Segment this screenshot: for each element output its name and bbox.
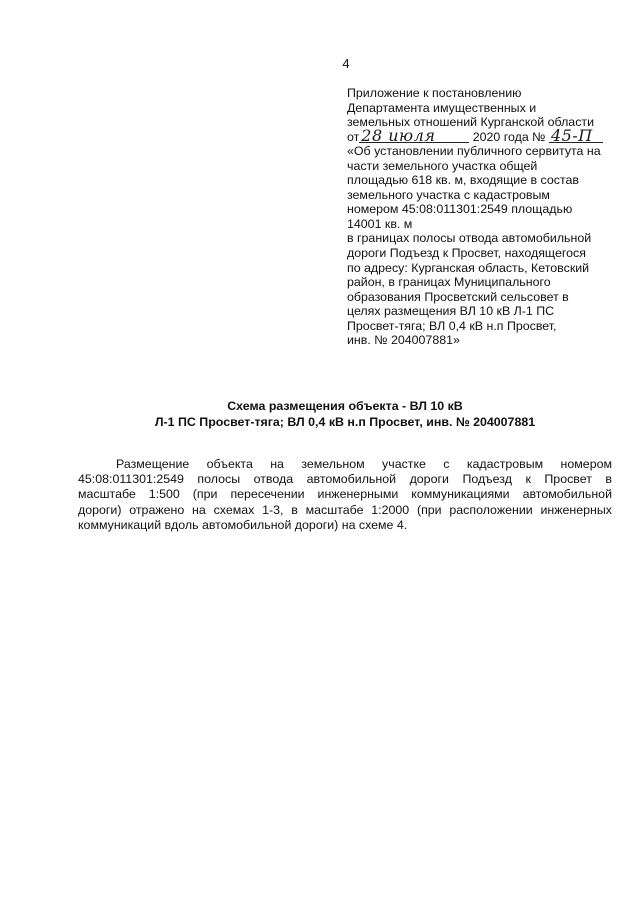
scheme-title-line: Л-1 ПС Просвет-тяга; ВЛ 0,4 кВ н.п Просвет, инв. № 204007881	[154, 415, 536, 429]
appendix-line: «Об установлении публичного сервитута на	[347, 144, 601, 159]
year-text: 2020 года №	[472, 129, 546, 144]
appendix-line: образования Просветский сельсовет в	[347, 289, 569, 304]
appendix-line: Приложение к постановлению	[347, 86, 522, 100]
page-number: 4	[342, 56, 350, 71]
appendix-block	[347, 86, 622, 348]
paragraph-line: коммуникаций вдоль автомобильной дороги) на схеме 4.	[78, 517, 408, 532]
scheme-title	[0, 398, 640, 430]
appendix-line: Департамента имущественных и	[347, 100, 537, 115]
paragraph-line: 45:08:011301:2549 полосы отвода автомобильной дороги Подъезд к Просвет в	[78, 472, 612, 487]
appendix-line: площадью 618 кв. м, входящие в состав	[347, 173, 579, 188]
paragraph-line: Размещение объекта на земельном участке с кадастровым номером	[116, 457, 612, 471]
appendix-line: по адресу: Курганская область, Кетовский	[347, 260, 590, 275]
appendix-line: дороги Подъезд к Просвет, находящегося	[347, 246, 586, 261]
appendix-line: целях размещения ВЛ 10 кВ Л-1 ПС	[347, 304, 555, 319]
handwritten-date: 28 июля	[359, 130, 469, 143]
appendix-line: части земельного участка общей	[347, 158, 538, 173]
appendix-line: 14001 кв. м	[347, 216, 413, 231]
date-prefix: от	[347, 129, 360, 144]
appendix-line: номером 45:08:011301:2549 площадью	[347, 202, 573, 217]
appendix-line: инв. № 204007881»	[347, 333, 460, 348]
appendix-line: земельного участка с кадастровым	[347, 187, 550, 202]
appendix-date-line	[347, 125, 622, 145]
appendix-line: в границах полосы отвода автомобильной	[347, 231, 592, 246]
appendix-line: Просвет-тяга; ВЛ 0,4 кВ н.п Просвет,	[347, 318, 557, 333]
paragraph-line: дороги) отражено на схемах 1-3, в масштабе 1:2000 (при расположении инженерных	[78, 502, 612, 517]
paragraph-line: масштабе 1:500 (при пересечении инженерными коммуникациями автомобильной	[78, 487, 612, 502]
handwritten-number: 45-П	[549, 130, 603, 143]
appendix-line: район, в границах Муниципального	[347, 275, 551, 290]
scheme-title-line: Схема размещения объекта - ВЛ 10 кВ	[227, 399, 463, 413]
body-paragraph	[78, 457, 612, 533]
appendix-line: земельных отношений Курганской области	[347, 115, 594, 130]
